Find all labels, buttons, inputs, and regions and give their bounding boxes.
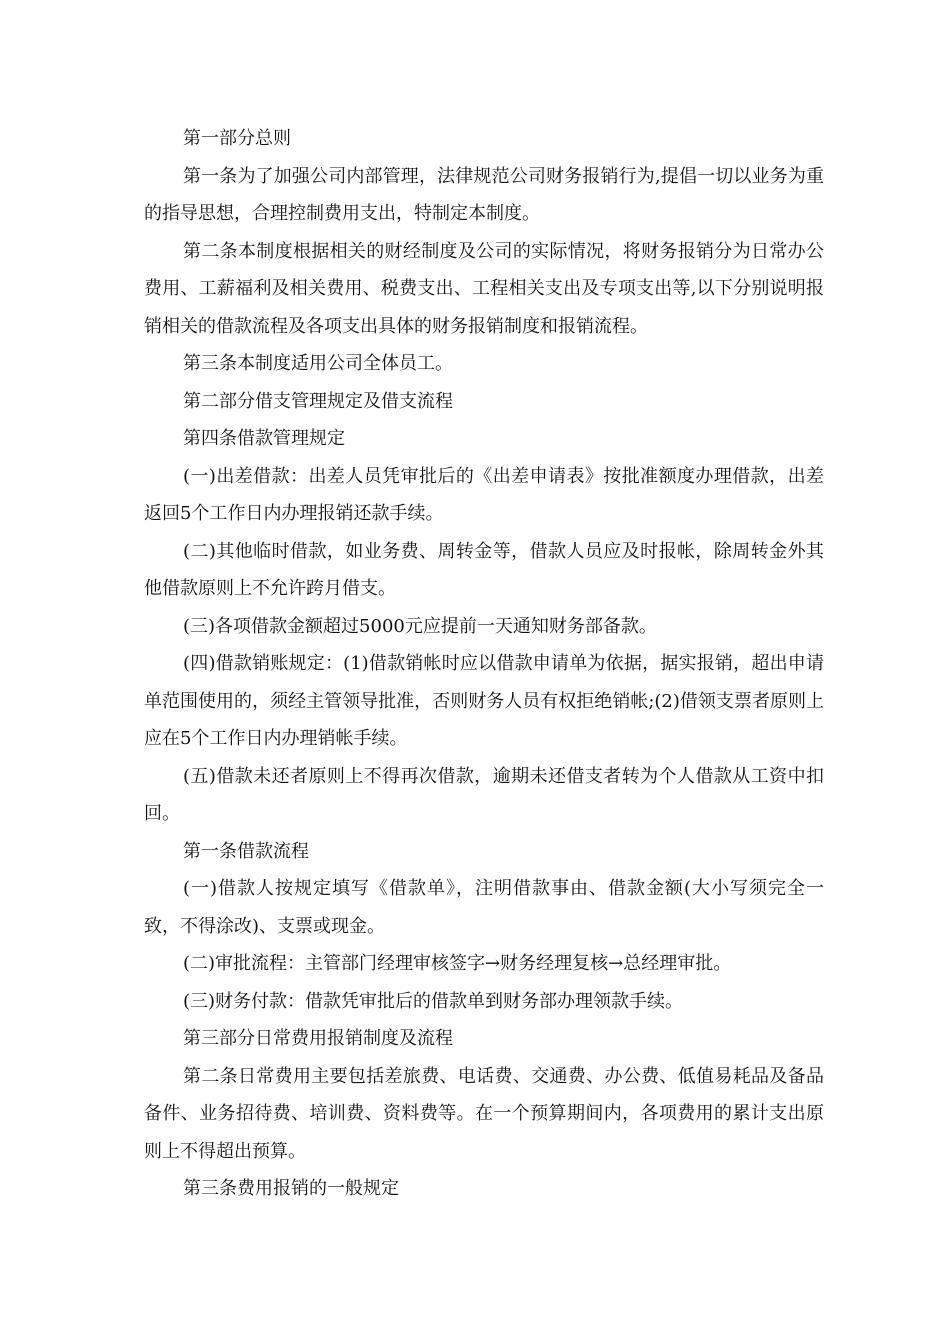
- section-heading-borrowing: 第二部分借支管理规定及借支流程: [183, 390, 453, 412]
- article-heading: 第一条借款流程: [183, 840, 309, 862]
- paragraph: 第一条为了加强公司内部管理，法律规范公司财务报销行为,提倡一切以业务为重的指导思想，合理控制费用支出，特制定本制度。: [144, 165, 824, 224]
- paragraph: (三)各项借款金额超过5000元应提前一天通知财务部备款。: [183, 615, 657, 637]
- paragraph: 第三条本制度适用公司全体员工。: [183, 353, 453, 374]
- paragraph: (一)出差借款：出差人员凭审批后的《出差申请表》按批准额度办理借款，出差返回5个工作日内办理报销还款手续。: [144, 465, 824, 524]
- paragraph: (二)其他临时借款，如业务费、周转金等，借款人员应及时报帐，除周转金外其他借款原则上不允许跨月借支。: [144, 540, 824, 599]
- article-heading: 第三条费用报销的一般规定: [183, 1178, 399, 1199]
- paragraph: 第二条本制度根据相关的财经制度及公司的实际情况，将财务报销分为日常办公费用、工薪福利及相关费用、税费支出、工程相关支出及专项支出等,以下分别说明报销相关的借款流程及各项支出具体的财务报销制度和报销流程。: [144, 240, 824, 337]
- document-body: [144, 120, 824, 1208]
- paragraph: (一)借款人按规定填写《借款单》，注明借款事由、借款金额(大小写须完全一致，不得涂改)、支票或现金。: [144, 878, 824, 937]
- article-heading: 第四条借款管理规定: [183, 428, 345, 449]
- paragraph: (五)借款未还者原则上不得再次借款，逾期未还借支者转为个人借款从工资中扣回。: [144, 765, 824, 824]
- paragraph: (二)审批流程：主管部门经理审核签字→财务经理复核→总经理审批。: [183, 953, 732, 974]
- paragraph: 第二条日常费用主要包括差旅费、电话费、交通费、办公费、低值易耗品及备品备件、业务招待费、培训费、资料费等。在一个预算期间内，各项费用的累计支出原则上不得超出预算。: [144, 1065, 824, 1162]
- paragraph: (三)财务付款：借款凭审批后的借款单到财务部办理领款手续。: [183, 990, 684, 1012]
- section-heading-general: 第一部分总则: [183, 128, 291, 149]
- paragraph: (四)借款销账规定：(1)借款销帐时应以借款申请单为依据，据实报销，超出申请单范围使用的，须经主管领导批准，否则财务人员有权拒绝销帐;(2)借领支票者原则上应在5个工作日内办理销帐手续。: [144, 653, 824, 749]
- section-heading-daily-expenses: 第三部分日常费用报销制度及流程: [183, 1028, 453, 1049]
